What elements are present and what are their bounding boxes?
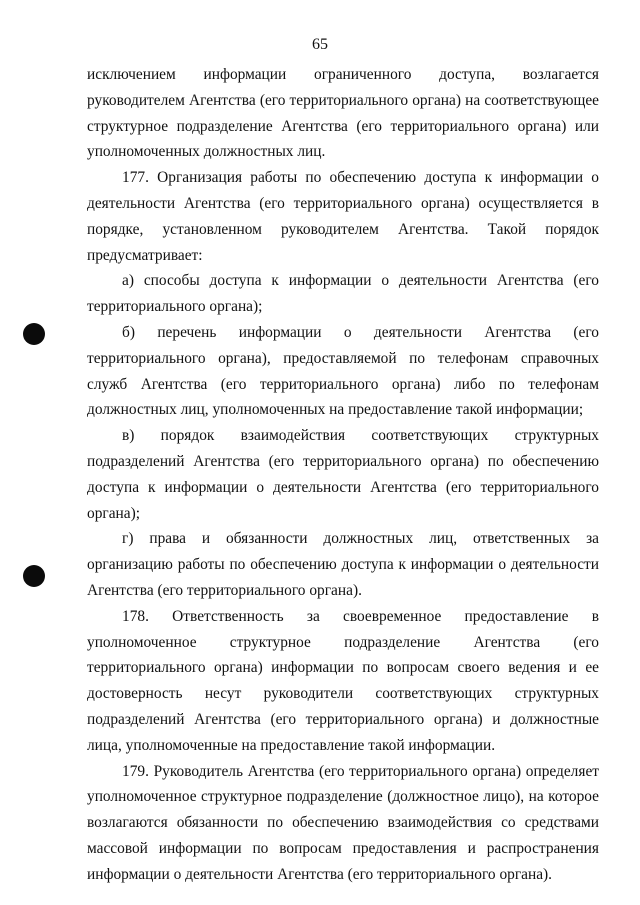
paragraph-179: 179. Руководитель Агентства (его территориального органа) определяет уполномоченное структурное подразделение (должностное лицо), на которое возлагаются обязанности по обеспечению взаимодействия со средствами массовой информации по вопросам предоставления и распространения информации о деятельности Агентства (его территориального органа). — [87, 762, 599, 883]
paragraph-177-b: б) перечень информации о деятельности Агентства (его территориального органа), предоставляемой по телефонам справочных служб Агентства (его территориального органа) либо по телефонам должностных лиц, уполномоченных на предоставление такой информации; — [87, 323, 599, 419]
paragraph-continuation: исключением информации ограниченного доступа, возлагается руководителем Агентства (его территориального органа) на соответствующее структурное подразделение Агентства (его территориального органа) или уполномоченных должностных лиц. — [87, 66, 599, 161]
paragraph-177-a: а) способы доступа к информации о деятельности Агентства (его территориального органа); — [87, 272, 599, 316]
paragraph-177: 177. Организация работы по обеспечению доступа к информации о деятельности Агентства (его территориального органа) осуществляется в порядке, установленном руководителем Агентства. Такой порядок предусматривает: — [87, 169, 599, 264]
page-number: 65 — [312, 36, 328, 53]
punch-hole-bottom — [23, 565, 45, 587]
punch-hole-top — [23, 323, 45, 345]
paragraph-177-v: в) порядок взаимодействия соответствующих структурных подразделений Агентства (его территориального органа) по обеспечению доступа к информации о деятельности Агентства (его территориального органа); — [87, 427, 599, 522]
paragraph-177-g: г) права и обязанности должностных лиц, ответственных за организацию работы по обеспечению доступа к информации о деятельности Агентства (его территориального органа). — [87, 530, 599, 599]
document-body — [87, 62, 599, 888]
paragraph-178: 178. Ответственность за своевременное предоставление в уполномоченное структурное подразделение Агентства (его территориального органа) информации по вопросам своего ведения и ее достоверность несут руководители соответствующих структурных подразделений Агентства (его территориального органа) и должностные лица, уполномоченные на предоставление такой информации. — [87, 607, 599, 754]
